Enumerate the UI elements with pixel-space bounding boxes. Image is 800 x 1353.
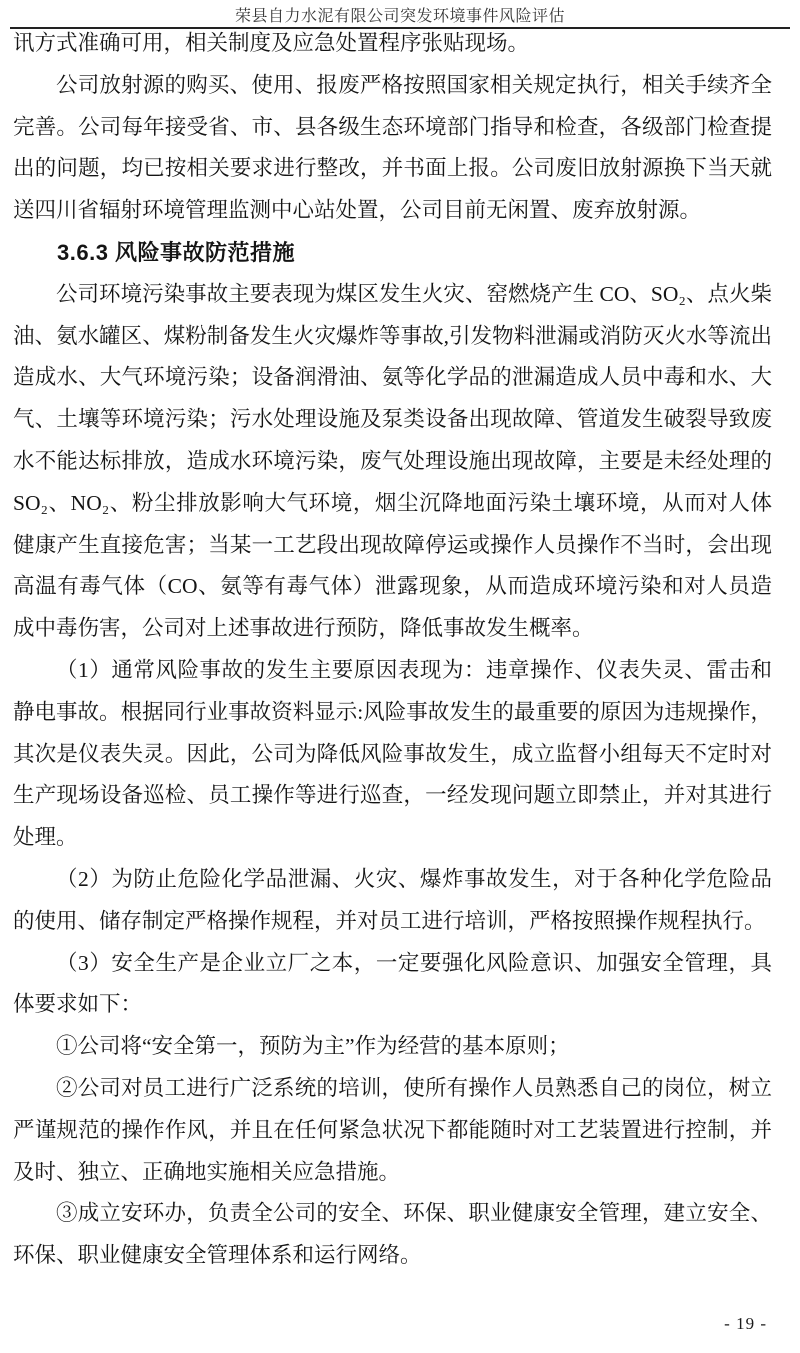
paragraph: 公司放射源的购买、使用、报废严格按照国家相关规定执行，相关手续齐全完善。公司每年接受省、市、县各级生态环境部门指导和检查，各级部门检查提出的问题，均已按相关要求进行整改，并书面上报。公司废旧放射源换下当天就送四川省辐射环境管理监测中心站处置，公司目前无闲置、废弃放射源。 bbox=[13, 72, 772, 223]
paragraph: 公司环境污染事故主要表现为煤区发生火灾、窑燃烧产生 CO、SO₂、点火柴油、氨水罐区、煤粉制备发生火灾爆炸等事故,引发物料泄漏或消防灭火水等流出造成水、大气环境污染；设备润滑油、氨等化学品的泄漏造成人员中毒和水、大气、土壤等环境污染；污水处理设施及泵类设备出现故障、管道发生破裂导致废水不能达标排放，造成水环境污染，废气处理设施出现故障，主要是未经处理的 SO₂、NO₂、粉尘排放影响大气环境，烟尘沉降地面污染土壤环境，从而对人体健康产生直接危害；当某一工艺段出现故障停运或操作人员操作不当时，会出现高温有毒气体（CO、氨等有毒气体）泄露现象，从而造成环境污染和对人员造成中毒伤害，公司对上述事故进行预防，降低事故发生概率。 bbox=[13, 281, 772, 641]
paragraph-circled-item-2: ②公司对员工进行广泛系统的培训，使所有操作人员熟悉自己的岗位，树立严谨规范的操作作风，并且在任何紧急状况下都能随时对工艺装置进行控制，并及时、独立、正确地实施相关应急措施。 bbox=[13, 1075, 772, 1184]
paragraph-list-item-2: （2）为防止危险化学品泄漏、火灾、爆炸事故发生，对于各种化学危险品的使用、储存制定严格操作规程，并对员工进行培训，严格按照操作规程执行。 bbox=[13, 866, 772, 933]
running-header-title: 荣县自力水泥有限公司突发环境事件风险评估 bbox=[234, 8, 565, 25]
paragraph-list-item-3: （3）安全生产是企业立厂之本，一定要强化风险意识、加强安全管理，具体要求如下： bbox=[13, 950, 772, 1017]
paragraph-circled-item-3: ③成立安环办，负责全公司的安全、环保、职业健康安全管理，建立安全、环保、职业健康安全管理体系和运行网络。 bbox=[13, 1201, 772, 1268]
paragraph-continuation: 讯方式准确可用，相关制度及应急处置程序张贴现场。 bbox=[13, 31, 530, 55]
document-body bbox=[13, 23, 772, 1277]
paragraph-circled-item-1: ①公司将“安全第一，预防为主”作为经营的基本原则； bbox=[56, 1034, 570, 1059]
paragraph-list-item-1: （1）通常风险事故的发生主要原因表现为：违章操作、仪表失灵、雷击和静电事故。根据同行业事故资料显示:风险事故发生的最重要的原因为违规操作，其次是仪表失灵。因此，公司为降低风险事故发生，成立监督小组每天不定时对生产现场设备巡检、员工操作等进行巡查，一经发现问题立即禁止，并对其进行处理。 bbox=[13, 657, 772, 850]
page-number: - 19 - bbox=[724, 1314, 767, 1333]
section-heading: 3.6.3 风险事故防范措施 bbox=[57, 239, 296, 265]
